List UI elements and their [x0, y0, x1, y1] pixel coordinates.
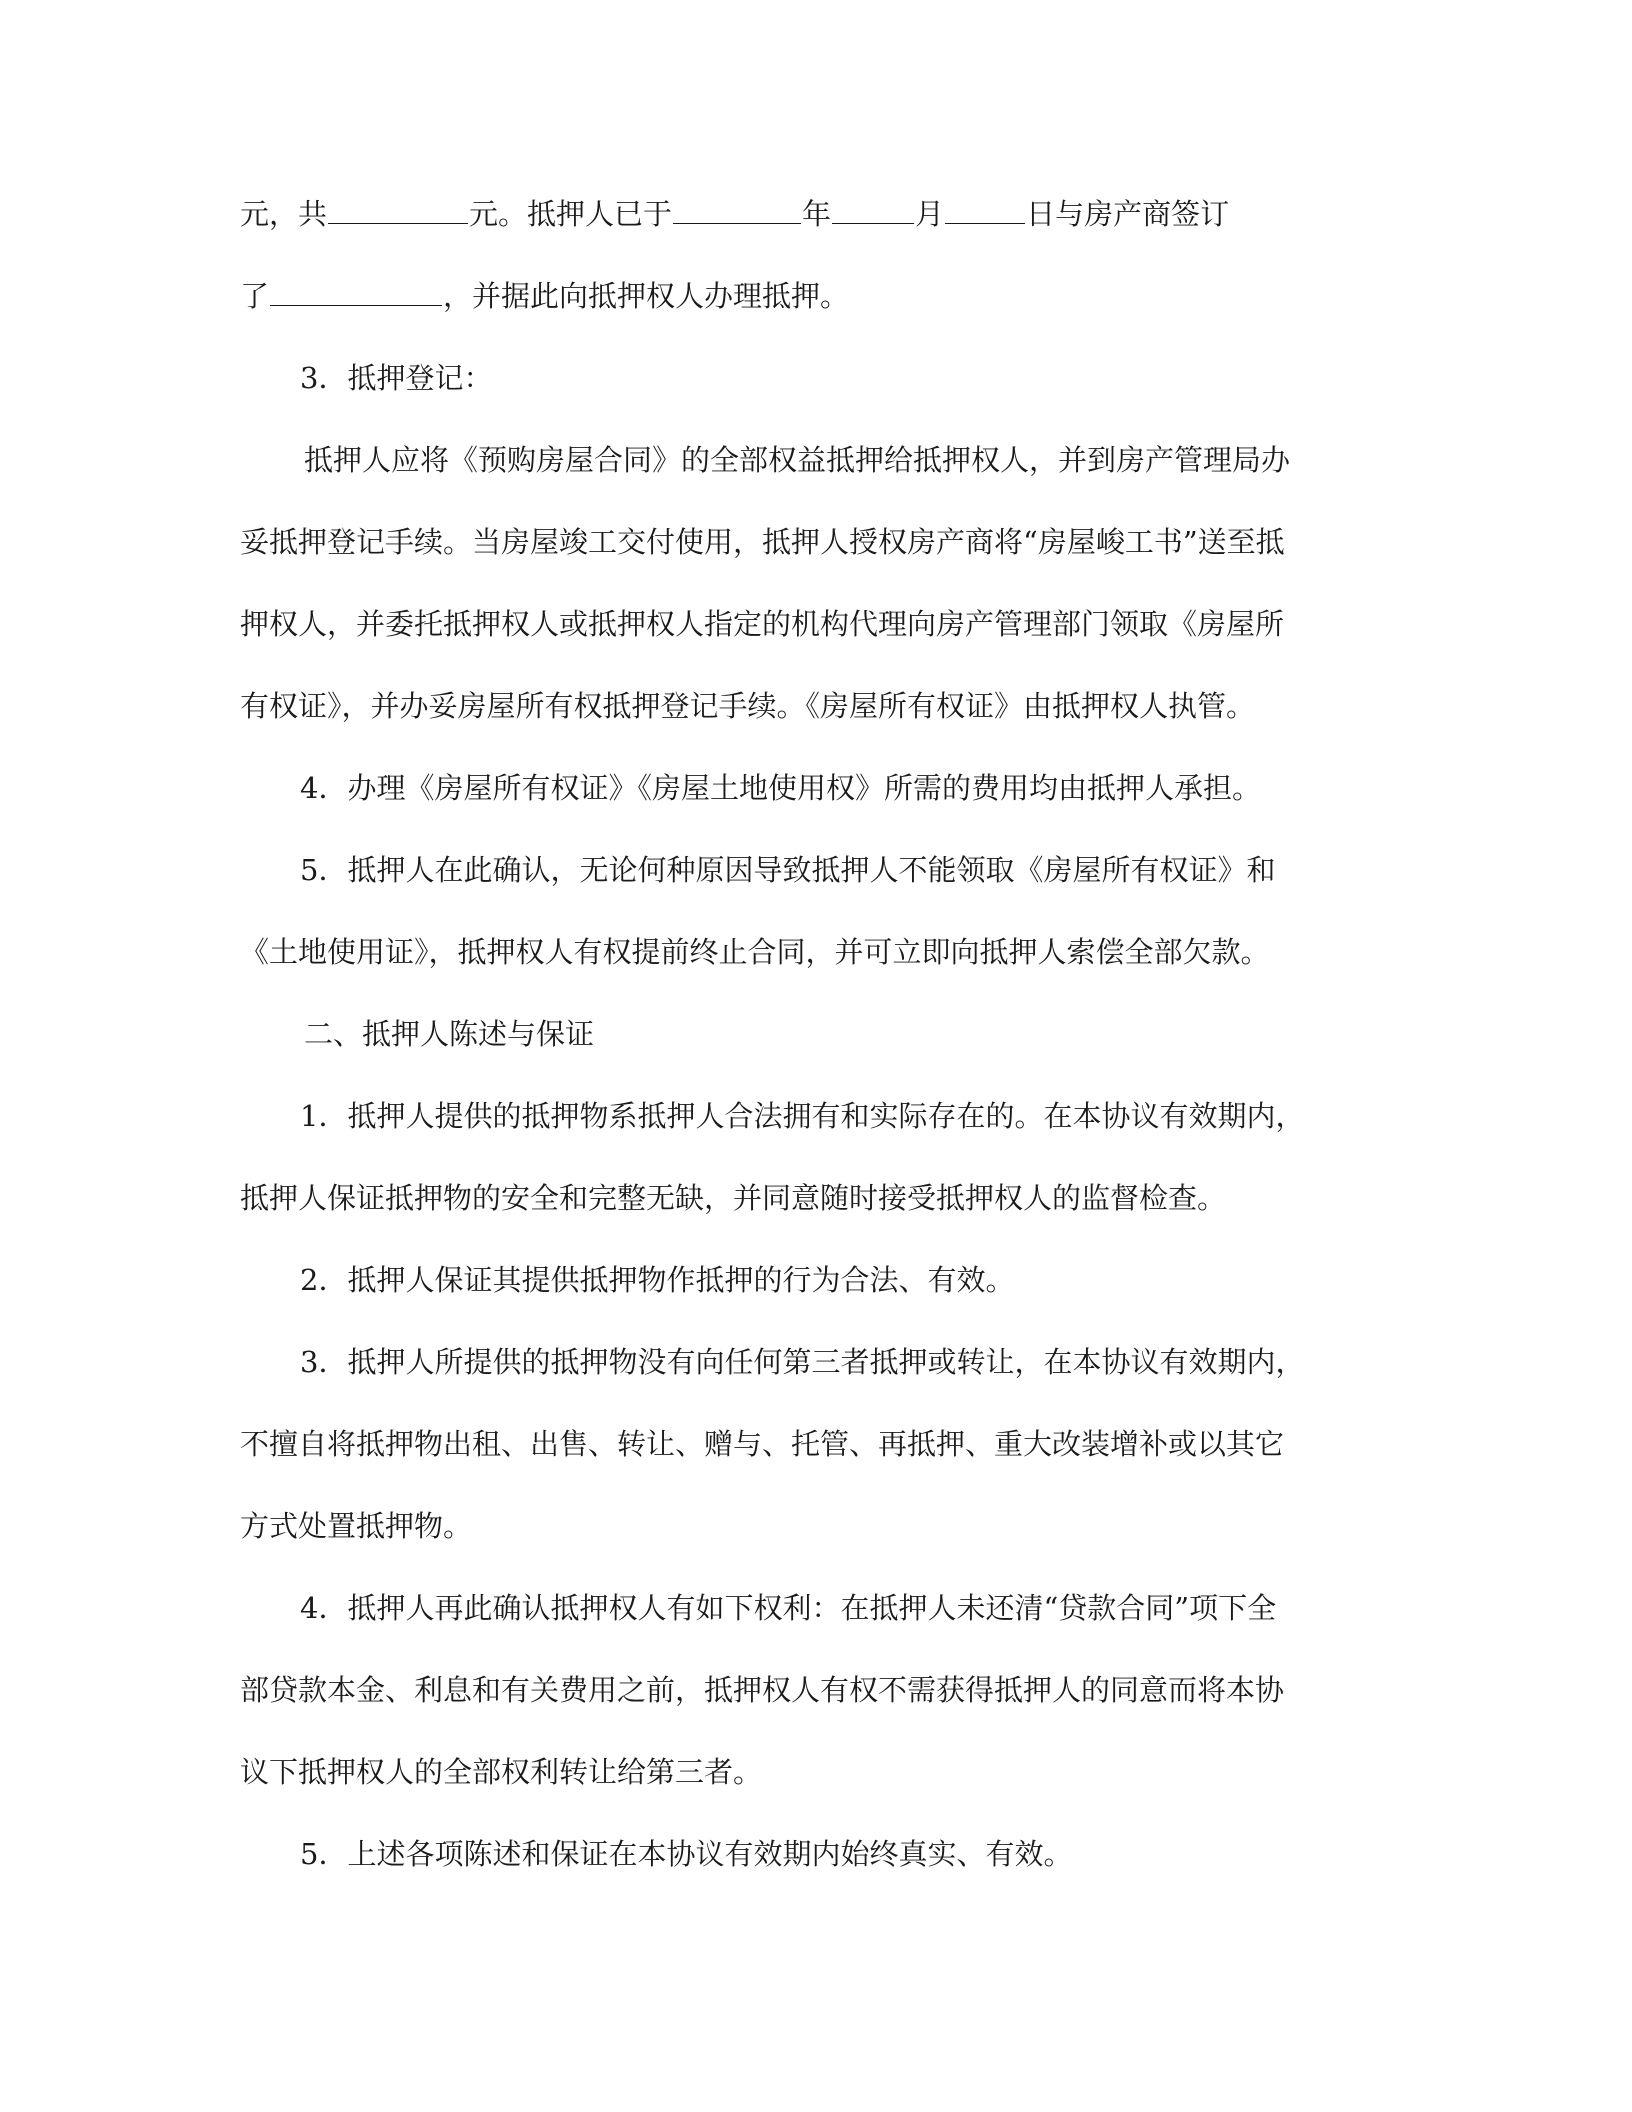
paragraph-line: 4．办理《房屋所有权证》《房屋土地使用权》所需的费用均由抵押人承担。: [300, 771, 1261, 805]
paragraph-line: 部贷款本金、利息和有关费用之前，抵押权人有权不需获得抵押人的同意而将本协: [240, 1673, 1285, 1707]
paragraph-line: 4．抵押人再此确认抵押权人有如下权利：在抵押人未还清“贷款合同”项下全: [300, 1591, 1277, 1625]
paragraph-line: 《土地使用证》，抵押权人有权提前终止合同，并可立即向抵押人索偿全部欠款。: [240, 935, 1270, 969]
paragraph-line: 1．抵押人提供的抵押物系抵押人合法拥有和实际存在的。在本协议有效期内，: [300, 1099, 1305, 1133]
paragraph-line: 押权人，并委托抵押权人或抵押权人指定的机构代理向房产管理部门领取《房屋所: [240, 607, 1285, 641]
paragraph-line: [240, 184, 1390, 266]
paragraph-line: 抵押人保证抵押物的安全和完整无缺，并同意随时接受抵押权人的监督检查。: [240, 1181, 1227, 1215]
paragraph-line: 有权证》，并办妥房屋所有权抵押登记手续。《房屋所有权证》由抵押权人执管。: [240, 689, 1256, 723]
paragraph-line: 抵押人应将《预购房屋合同》的全部权益抵押给抵押权人，并到房产管理局办: [304, 443, 1291, 477]
paragraph-line: 妥抵押登记手续。当房屋竣工交付使用，抵押人授权房产商将“房屋峻工书”送至抵: [240, 525, 1285, 559]
clause-heading: 3．抵押登记：: [300, 361, 493, 395]
line-text: 了: [240, 279, 270, 313]
line-text: 月: [915, 197, 945, 231]
paragraph-line: 不擅自将抵押物出租、出售、转让、赠与、托管、再抵押、重大改装增补或以其它: [240, 1427, 1285, 1461]
fill-blank: [832, 187, 914, 224]
fill-blank: [328, 187, 468, 224]
section-heading: 二、抵押人陈述与保证: [304, 1017, 595, 1051]
paragraph-line: 2．抵押人保证其提供抵押物作抵押的行为合法、有效。: [300, 1263, 1015, 1297]
paragraph-line: 5．上述各项陈述和保证在本协议有效期内始终真实、有效。: [300, 1837, 1073, 1871]
line-text: 元，共: [240, 197, 328, 231]
paragraph-line: 3．抵押人所提供的抵押物没有向任何第三者抵押或转让，在本协议有效期内，: [300, 1345, 1305, 1379]
paragraph-line: 方式处置抵押物。: [240, 1509, 473, 1543]
fill-blank: [945, 187, 1025, 224]
line-text: 年: [802, 197, 832, 231]
document-body: [240, 184, 1390, 1906]
fill-blank: [673, 187, 801, 224]
line-text: ，并据此向抵押权人办理抵押。: [443, 279, 850, 313]
fill-blank: [270, 269, 442, 306]
paragraph-line: [240, 266, 1390, 348]
line-text: 元。抵押人已于: [469, 197, 673, 231]
paragraph-line: 5．抵押人在此确认，无论何种原因导致抵押人不能领取《房屋所有权证》和: [300, 853, 1276, 887]
paragraph-line: 议下抵押权人的全部权利转让给第三者。: [240, 1755, 763, 1789]
line-text: 日与房产商签订: [1026, 197, 1230, 231]
